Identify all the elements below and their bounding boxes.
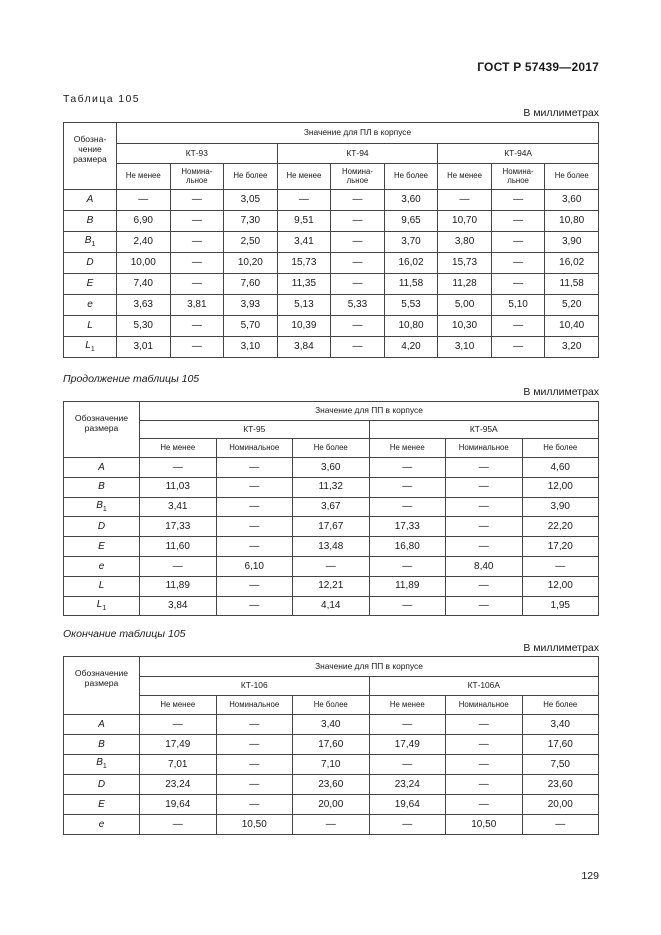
dimension-symbol: L [87,320,93,332]
header-row [64,402,599,421]
table-row [64,497,599,517]
subcol-header: Номина- льное [331,164,385,190]
value-cell: 5,20 [545,295,599,316]
value-cell: 10,50 [446,815,523,835]
subcol-header: Не более [384,164,438,190]
value-cell: 3,63 [117,295,171,316]
table-row [64,755,599,775]
value-cell: 20,00 [522,795,599,815]
dimension-symbol: E [98,798,105,810]
value-cell: — [491,232,545,253]
value-cell: — [117,190,171,211]
subcol-header: Не менее [140,696,217,715]
value-cell: — [491,190,545,211]
dimension-symbol: D [86,257,94,269]
subcol-header: Номинальное [446,439,523,458]
value-cell: 11,60 [140,537,217,557]
dimension-symbol: E [86,278,94,290]
designation-header: Обозна- чение размера [64,123,117,190]
value-cell: — [446,775,523,795]
value-cell: 11,03 [140,477,217,497]
dimension-symbol: D [97,521,106,533]
dimension-cell [64,596,140,616]
dimension-cell [64,537,140,557]
value-cell: — [170,274,224,295]
dimension-cell [64,755,140,775]
value-cell: 3,93 [224,295,278,316]
value-cell: — [216,517,293,537]
dimension-cell [64,274,117,295]
value-cell: — [446,517,523,537]
table-row [64,775,599,795]
dimension-cell [64,295,117,316]
dimension-symbol: e [87,299,93,311]
value-cell: — [522,556,599,576]
dimension-symbol: A [86,194,94,206]
dimension-cell [64,337,117,358]
value-cell: — [140,815,217,835]
subcol-header: Не менее [117,164,171,190]
dimension-subscript: 1 [102,763,107,771]
value-cell: — [438,190,492,211]
value-cell: — [170,253,224,274]
value-cell: 3,90 [545,232,599,253]
subcol-header: Не менее [369,439,446,458]
case-header: КТ-94А [438,144,599,164]
value-cell: 3,05 [224,190,278,211]
dimension-subscript: 1 [102,505,107,513]
dimension-subscript: 1 [91,240,96,248]
value-cell: 5,10 [491,295,545,316]
subcol-header: Не менее [140,439,217,458]
value-cell: 3,41 [277,232,331,253]
value-cell: — [446,537,523,557]
table-row [64,596,599,616]
subcol-header: Не более [293,696,370,715]
table-row [64,337,599,358]
value-cell: 10,80 [545,211,599,232]
dimension-cell [64,316,117,337]
table2 [63,401,599,616]
value-cell: — [216,497,293,517]
value-cell: — [446,715,523,735]
table3 [63,656,599,835]
value-cell: — [170,337,224,358]
table3-label: Окончание таблицы 105 [63,628,186,640]
table-row [64,274,599,295]
case-header: КТ-95 [140,421,370,439]
value-cell: — [369,477,446,497]
subcol-header: Не более [545,164,599,190]
value-cell: 17,33 [140,517,217,537]
value-cell: 3,70 [384,232,438,253]
dimension-cell [64,458,140,478]
value-cell: 17,60 [293,735,370,755]
dimension-cell [64,775,140,795]
value-cell: 7,10 [293,755,370,775]
value-cell: — [446,497,523,517]
value-cell: 12,00 [522,576,599,596]
dimension-cell [64,253,117,274]
value-cell: — [170,316,224,337]
value-cell: — [293,556,370,576]
value-cell: 3,81 [170,295,224,316]
subcol-row [64,439,599,458]
subcol-header: Не более [293,439,370,458]
value-cell: — [140,556,217,576]
case-row [64,421,599,439]
value-cell: 11,89 [369,576,446,596]
value-cell: 10,39 [277,316,331,337]
table-row [64,295,599,316]
case-row [64,677,599,696]
value-cell: 7,40 [117,274,171,295]
value-cell: — [170,211,224,232]
value-cell: 3,60 [545,190,599,211]
value-cell: — [331,232,385,253]
dimension-cell [64,576,140,596]
table-row [64,458,599,478]
value-cell: 11,32 [293,477,370,497]
dimension-cell [64,815,140,835]
value-cell: 3,60 [293,458,370,478]
value-cell: — [446,755,523,775]
dimension-symbol: B [98,738,105,750]
value-cell: 3,10 [224,337,278,358]
value-cell: 7,50 [522,755,599,775]
subcol-row [64,164,599,190]
table-row [64,556,599,576]
value-cell: 4,60 [522,458,599,478]
value-cell: — [369,715,446,735]
value-cell: 17,33 [369,517,446,537]
table2-label: Продолжение таблицы 105 [63,373,200,385]
subcol-header: Номинальное [216,439,293,458]
table-row [64,517,599,537]
header-row [64,123,599,144]
value-cell: 7,01 [140,755,217,775]
value-cell: 5,53 [384,295,438,316]
designation-header: Обозначение размера [64,402,140,458]
value-cell: 11,58 [384,274,438,295]
dimension-symbol: A [98,461,105,473]
value-cell: 23,24 [140,775,217,795]
value-cell: 5,13 [277,295,331,316]
value-cell: — [216,576,293,596]
value-cell: 15,73 [438,253,492,274]
dimension-subscript: 1 [102,604,107,612]
value-cell: — [369,755,446,775]
value-cell: 17,49 [140,735,217,755]
value-cell: — [446,795,523,815]
page-number: 129 [581,870,599,882]
value-cell: — [216,715,293,735]
value-cell: — [140,715,217,735]
dimension-symbol: B [96,757,103,769]
table-row [64,477,599,497]
table-row [64,253,599,274]
value-cell: 10,40 [545,316,599,337]
dimension-cell [64,715,140,735]
value-cell: 16,02 [545,253,599,274]
value-cell: 5,30 [117,316,171,337]
subcol-header: Не менее [277,164,331,190]
dimension-cell [64,556,140,576]
value-cell: 3,80 [438,232,492,253]
value-cell: 9,65 [384,211,438,232]
value-cell: — [331,253,385,274]
dimension-symbol: D [97,778,106,790]
case-header: КТ-93 [117,144,278,164]
value-cell: 12,21 [293,576,370,596]
value-cell: — [216,596,293,616]
value-cell: 10,20 [224,253,278,274]
value-cell: 11,89 [140,576,217,596]
subcol-header: Не менее [369,696,446,715]
value-cell: 3,01 [117,337,171,358]
value-cell: 3,20 [545,337,599,358]
value-cell: 17,20 [522,537,599,557]
value-cell: 22,20 [522,517,599,537]
value-cell: 11,35 [277,274,331,295]
subcol-header: Номина- льное [491,164,545,190]
value-cell: 17,60 [522,735,599,755]
value-cell: — [331,316,385,337]
value-cell: — [446,735,523,755]
value-cell: 23,24 [369,775,446,795]
value-header: Значение для ПЛ в корпусе [117,123,599,144]
value-cell: 17,67 [293,517,370,537]
dimension-cell [64,211,117,232]
dimension-symbol: B [84,234,92,246]
value-cell: 12,00 [522,477,599,497]
value-cell: 7,30 [224,211,278,232]
table-row [64,537,599,557]
value-cell: 3,10 [438,337,492,358]
subcol-header: Не более [522,696,599,715]
dimension-symbol: L [85,339,91,351]
value-cell: — [522,815,599,835]
value-cell: 3,60 [384,190,438,211]
table1 [63,122,599,358]
value-cell: 3,84 [140,596,217,616]
value-cell: 3,41 [140,497,217,517]
table-row [64,211,599,232]
value-cell: 10,80 [384,316,438,337]
value-cell: — [331,337,385,358]
table-row [64,715,599,735]
table-row [64,190,599,211]
value-cell: 3,40 [293,715,370,735]
value-cell: 19,64 [140,795,217,815]
value-cell: 19,64 [369,795,446,815]
table1-units: В миллиметрах [523,107,599,119]
value-cell: — [446,477,523,497]
value-cell: — [446,596,523,616]
dimension-symbol: e [98,818,105,830]
value-cell: — [216,755,293,775]
subcol-header: Номинальное [446,696,523,715]
dimension-subscript: 1 [90,345,95,353]
value-cell: 10,50 [216,815,293,835]
dimension-symbol: E [98,540,105,552]
value-cell: 4,20 [384,337,438,358]
table3-units: В миллиметрах [523,642,599,654]
value-cell: — [446,576,523,596]
subcol-row [64,696,599,715]
dimension-symbol: B [98,481,105,493]
value-cell: — [216,795,293,815]
case-header: КТ-95А [369,421,599,439]
case-row [64,144,599,164]
value-cell: 7,60 [224,274,278,295]
value-cell: — [491,337,545,358]
header-row [64,657,599,677]
value-cell: 8,40 [446,556,523,576]
value-cell: — [369,596,446,616]
value-cell: 13,48 [293,537,370,557]
value-cell: — [170,232,224,253]
value-cell: 6,90 [117,211,171,232]
subcol-header: Не более [224,164,278,190]
standard-number: ГОСТ Р 57439—2017 [477,60,599,74]
value-cell: 3,90 [522,497,599,517]
dimension-cell [64,190,117,211]
value-cell: 5,70 [224,316,278,337]
dimension-cell [64,477,140,497]
value-cell: 15,73 [277,253,331,274]
value-cell: — [331,190,385,211]
value-cell: 20,00 [293,795,370,815]
table-row [64,576,599,596]
value-cell: 2,40 [117,232,171,253]
dimension-cell [64,795,140,815]
dimension-cell [64,517,140,537]
value-cell: 2,50 [224,232,278,253]
value-cell: — [170,190,224,211]
case-header: КТ-106 [140,677,370,696]
value-cell: — [369,458,446,478]
table1-label: Таблица 105 [63,93,141,105]
value-cell: — [216,735,293,755]
value-cell: 23,60 [293,775,370,795]
value-cell: 17,49 [369,735,446,755]
value-cell: — [331,274,385,295]
table-row [64,316,599,337]
value-cell: — [140,458,217,478]
dimension-symbol: A [98,718,105,730]
table-row [64,815,599,835]
dimension-symbol: L [96,598,103,610]
dimension-symbol: e [98,560,105,572]
designation-header: Обозначение размера [64,657,140,715]
value-cell: — [446,458,523,478]
value-cell: 4,14 [293,596,370,616]
value-cell: — [369,497,446,517]
value-cell: 11,28 [438,274,492,295]
value-cell: — [216,477,293,497]
table-row [64,232,599,253]
table2-units: В миллиметрах [523,386,599,398]
value-cell: 9,51 [277,211,331,232]
subcol-header: Не более [522,439,599,458]
value-cell: 3,40 [522,715,599,735]
subcol-header: Не менее [438,164,492,190]
dimension-symbol: L [98,580,105,592]
value-cell: 11,58 [545,274,599,295]
value-cell: 3,84 [277,337,331,358]
case-header: КТ-94 [277,144,438,164]
value-cell: 1,95 [522,596,599,616]
dimension-cell [64,232,117,253]
value-cell: — [216,775,293,795]
value-cell: 6,10 [216,556,293,576]
value-cell: — [491,316,545,337]
dimension-symbol: B [86,215,94,227]
value-cell: 10,70 [438,211,492,232]
value-header: Значение для ПП в корпусе [140,402,599,421]
value-cell: — [216,458,293,478]
table-row [64,795,599,815]
value-cell: — [277,190,331,211]
value-cell: 16,80 [369,537,446,557]
value-cell: 5,00 [438,295,492,316]
value-cell: — [331,211,385,232]
case-header: КТ-106А [369,677,599,696]
value-cell: 10,30 [438,316,492,337]
value-cell: — [369,556,446,576]
value-cell: 10,00 [117,253,171,274]
dimension-cell [64,735,140,755]
value-cell: 3,67 [293,497,370,517]
value-cell: 23,60 [522,775,599,795]
subcol-header: Номинальное [216,696,293,715]
subcol-header: Номина- льное [170,164,224,190]
value-cell: — [491,211,545,232]
value-cell: 5,33 [331,295,385,316]
value-cell: 16,02 [384,253,438,274]
value-cell: — [369,815,446,835]
dimension-cell [64,497,140,517]
dimension-symbol: B [96,499,103,511]
value-header: Значение для ПП в корпусе [140,657,599,677]
value-cell: — [293,815,370,835]
value-cell: — [491,253,545,274]
value-cell: — [216,537,293,557]
value-cell: — [491,274,545,295]
table-row [64,735,599,755]
